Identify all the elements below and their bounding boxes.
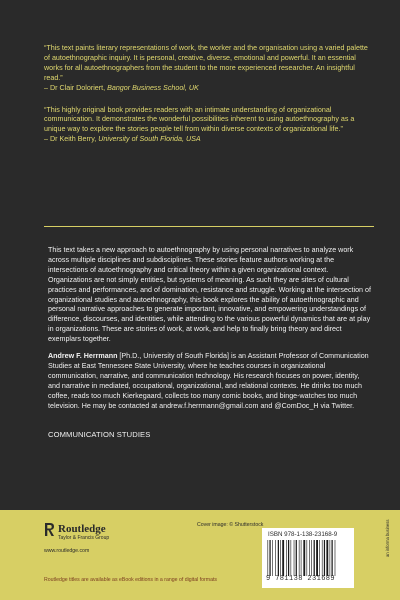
- barcode-box: [262, 528, 354, 588]
- author-name: Andrew F. Herrmann: [48, 352, 118, 361]
- endorsement-quote: [44, 44, 372, 94]
- publisher-group: Taylor & Francis Group: [58, 535, 110, 541]
- quote-attribution: [44, 135, 372, 145]
- barcode-number: 9 781138 231689: [266, 575, 336, 583]
- endorsements-section: [0, 0, 400, 232]
- quote-attribution-name: – Dr Clair Doloriert,: [44, 83, 108, 92]
- subject-category: COMMUNICATION STUDIES: [48, 429, 151, 439]
- routledge-logo-icon: [44, 522, 55, 537]
- endorsement-quote: [44, 106, 372, 146]
- quote-text: “This text paints literary representations of work, the worker and the organisation using a varied palette of autoethnographic inquiry. It is personal, creative, diverse, emotional and powerful. It an essential works for all autoethnographers from the student to the more experienced researcher. An insightful read.”: [44, 44, 368, 82]
- quote-attribution: [44, 84, 372, 94]
- publisher-url: www.routledge.com: [44, 548, 90, 554]
- informa-tagline: an informa business: [385, 520, 390, 558]
- publisher-name: Routledge: [58, 523, 106, 535]
- quote-text: “This highly original book provides readers with an intimate understanding of organizational communication. It demonstrates the wonderful possibilities inherent to using autoethnography as a unique way to explore the stories people tell from within diverse contexts of organizational life.”: [44, 105, 355, 134]
- cover-credit: Cover image: © Shutterstock: [197, 522, 264, 528]
- publisher-band: [0, 510, 400, 600]
- author-bio-text: [Ph.D., University of South Florida] is an Assistant Professor of Communication Studies at East Tennessee State University, where he teaches courses in organizational communication, narrative, and communication technology. His research focuses on power, identity, and narrative in mediated, occupational, organizational, and relational contexts. He drinks too much coffee, reads too much Kierkegaard, collects too many comic books, and binge-watches too much television. He may be contacted at andrew.f.herrmann@gmail.com and @ComDoc_H via Twitter.: [48, 352, 369, 410]
- quote-affiliation: University of South Florida, USA: [98, 135, 201, 144]
- quote-affiliation: Bangor Business School, UK: [107, 83, 199, 92]
- barcode-icon: [267, 540, 349, 576]
- book-blurb: This text takes a new approach to autoethnography by using personal narratives to analyze work across multiple disciplines and subdisciplines. These stories feature authors working at the intersections of autoethnography and critical theory within a given organizational context. Organizations are not simply entities, but systems of meaning. As such they are sites of cultural practices and performances, and of domination, resistance and struggle. Working at the intersection of organizational studies and autoethnography, this book explores the ability of autoethnographic and personal narrative approaches to generate important, innovative, and empowering understandings of difference, discourses, and identities, while attending to the various powerful dynamics that are at play in organizations. These are stories of work, at work, and help to finally bring theory and direct exemplars together.: [48, 246, 371, 344]
- description-section: [0, 232, 400, 510]
- divider-rule: [44, 226, 374, 227]
- ebook-note: Routledge titles are available as eBook editions in a range of digital formats: [44, 577, 218, 583]
- author-bio: [48, 352, 372, 411]
- isbn-label: ISBN 978-1-138-23168-9: [268, 531, 338, 538]
- quote-attribution-name: – Dr Keith Berry,: [44, 135, 99, 144]
